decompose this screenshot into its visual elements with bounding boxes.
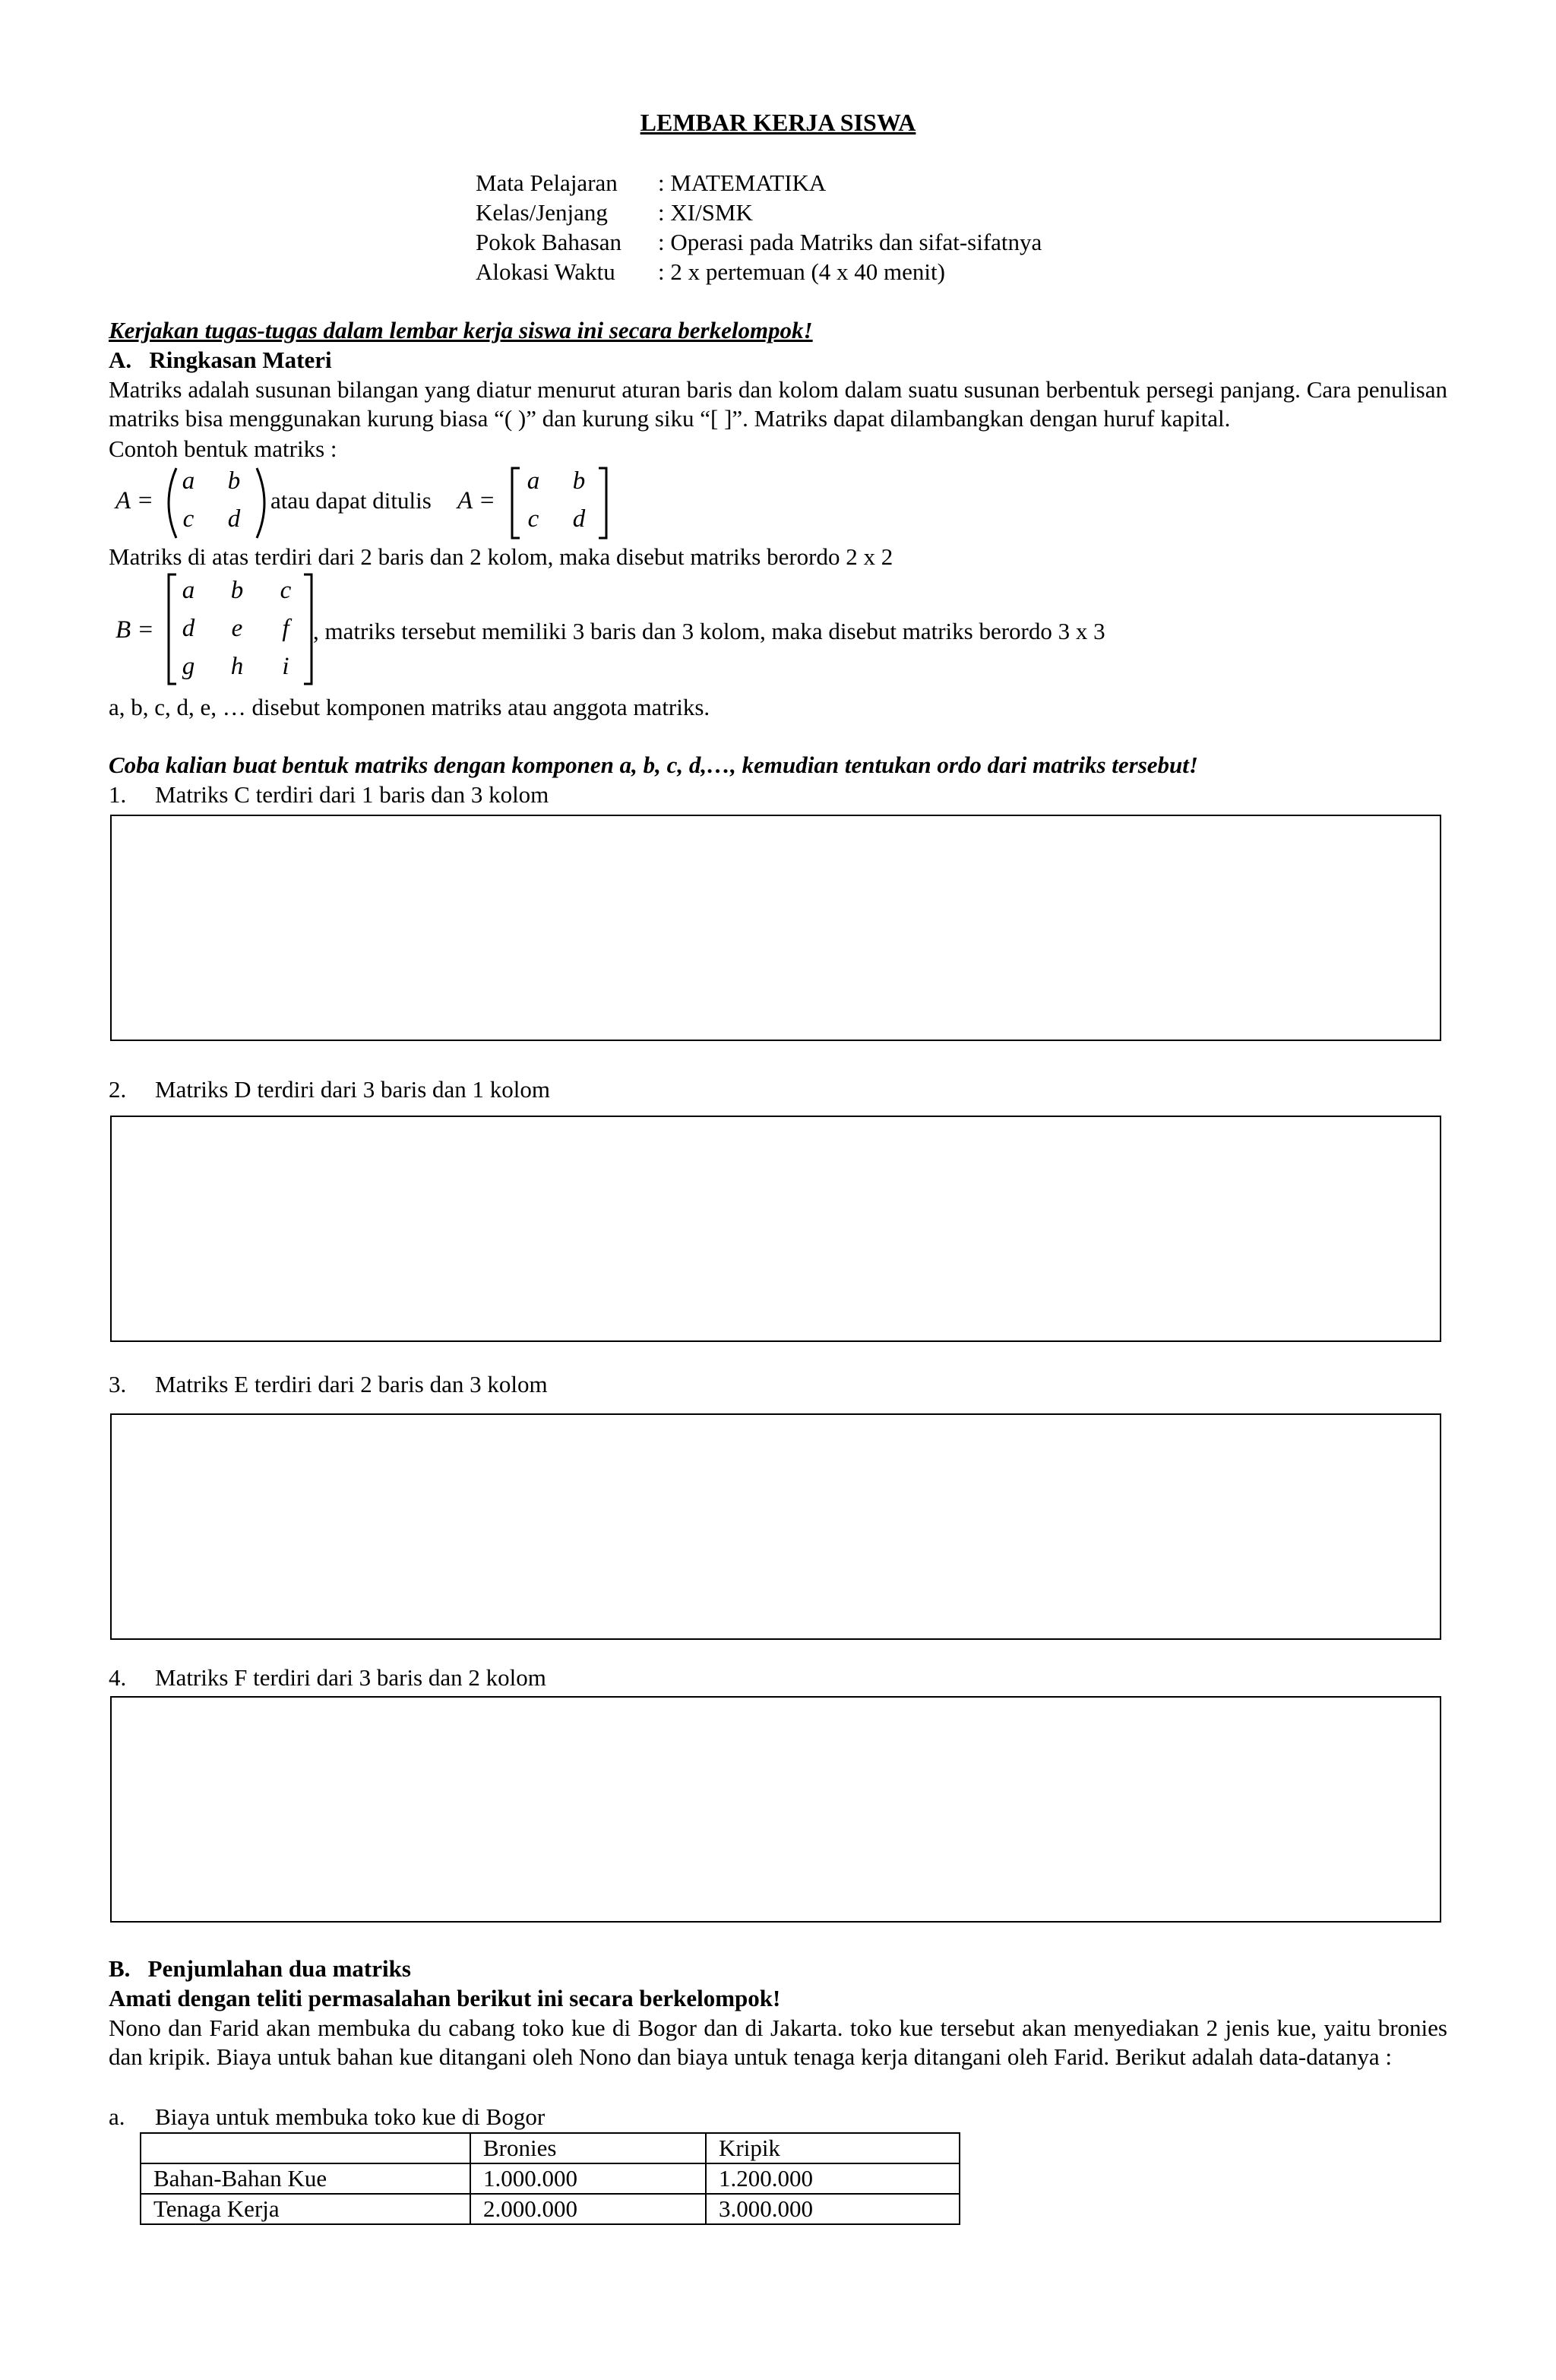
meta-key: Kelas/Jenjang	[476, 199, 608, 226]
matrix-a-cell: d	[227, 505, 241, 533]
matrix-a2-cell: a	[527, 467, 540, 495]
task-item-text: Matriks C terdiri dari 1 baris dan 3 kolom	[155, 781, 549, 808]
ordo-3x3-text: , matriks tersebut memiliki 3 baris dan 3 kolom, maka disebut matriks berordo 3 x 3	[313, 618, 1105, 644]
meta-key: Alokasi Waktu	[476, 258, 615, 285]
table-header-cell	[141, 2133, 470, 2163]
meta-value: : XI/SMK	[658, 199, 753, 226]
task-item-text: Matriks F terdiri dari 3 baris dan 2 kolom	[155, 1664, 546, 1691]
task-item-text: Matriks D terdiri dari 3 baris dan 1 kolom	[155, 1076, 551, 1103]
answer-box-e[interactable]	[110, 1413, 1441, 1640]
matrix-a-cell: c	[182, 505, 194, 533]
table-cell: 1.000.000	[470, 2163, 706, 2194]
meta-key: Pokok Bahasan	[476, 229, 622, 255]
matrix-a2-cell: b	[572, 467, 586, 495]
section-b-paragraph: Nono dan Farid akan membuka du cabang toko kue di Bogor dan di Jakarta. toko kue tersebut akan menyediakan 2 jenis kue, yaitu bronies dan kripik. Biaya untuk bahan kue ditangani oleh Nono dan biaya untuk tenaga kerja ditangani oleh Farid. Berikut adalah data-datanya :	[109, 2014, 1447, 2070]
matrix-b-cell: a	[182, 577, 195, 604]
matrix-b-cell: g	[182, 653, 195, 680]
table-header-cell: Kripik	[706, 2133, 960, 2163]
matrix-a-cell: a	[182, 467, 195, 495]
matrix-b-cell: h	[230, 653, 244, 680]
section-b-heading: B. Penjumlahan dua matriks	[109, 1955, 411, 1982]
meta-value: : Operasi pada Matriks dan sifat-sifatnya	[658, 229, 1042, 255]
table-cell: 2.000.000	[470, 2194, 706, 2224]
example-label: Contoh bentuk matriks :	[109, 435, 337, 462]
matrix-a-label: A =	[115, 487, 154, 514]
components-text: a, b, c, d, e, … disebut komponen matriks atau anggota matriks.	[109, 694, 710, 720]
meta-value: : 2 x pertemuan (4 x 40 menit)	[658, 258, 945, 285]
task-item-number: 1.	[109, 781, 127, 808]
matrix-b-cell: f	[282, 615, 289, 642]
task-item-number: 2.	[109, 1076, 127, 1103]
table-header-row	[141, 2133, 960, 2163]
group-instruction: Kerjakan tugas-tugas dalam lembar kerja siswa ini secara berkelompok!	[109, 317, 813, 343]
table-cell: Bahan-Bahan Kue	[141, 2163, 470, 2194]
matrix-b-cell: i	[282, 653, 289, 680]
section-b-subheading: Amati dengan teliti permasalahan berikut ini secara berkelompok!	[109, 1985, 781, 2011]
meta-value: : MATEMATIKA	[658, 169, 827, 196]
meta-key: Mata Pelajaran	[476, 169, 618, 196]
task-item-number: 4.	[109, 1664, 127, 1691]
item-a-text: Biaya untuk membuka toko kue di Bogor	[155, 2103, 546, 2130]
alt-notation-text: atau dapat ditulis	[270, 487, 432, 514]
matrix-b-cell: d	[182, 615, 195, 642]
answer-box-d[interactable]	[110, 1116, 1441, 1342]
matrix-b-cell: b	[230, 577, 244, 604]
answer-box-c[interactable]	[110, 815, 1441, 1041]
matrix-b-label: B =	[115, 616, 154, 644]
table-header-cell: Bronies	[470, 2133, 706, 2163]
matrix-a2-cell: c	[527, 505, 539, 533]
item-a-number: a.	[109, 2103, 125, 2130]
section-a-heading: A. Ringkasan Materi	[109, 347, 332, 373]
table-row	[141, 2194, 960, 2224]
matrix-a-cell: b	[227, 467, 241, 495]
matrix-b-cell: c	[280, 577, 292, 604]
task-item-text: Matriks E terdiri dari 2 baris dan 3 kolom	[155, 1371, 548, 1397]
matrix-a2-cell: d	[572, 505, 586, 533]
section-a-paragraph: Matriks adalah susunan bilangan yang diatur menurut aturan baris dan kolom dalam suatu susunan berbentuk persegi panjang. Cara penulisan matriks bisa menggunakan kurung biasa “( )” dan kurung siku “[ ]”. Matriks dapat dilambangkan dengan huruf kapital.	[109, 376, 1447, 432]
table-cell: Tenaga Kerja	[141, 2194, 470, 2224]
matrix-b-cell: e	[231, 615, 243, 642]
matrix-a2-label: A =	[457, 487, 496, 514]
answer-box-f[interactable]	[110, 1696, 1441, 1923]
task-item-number: 3.	[109, 1371, 127, 1397]
table-row	[141, 2163, 960, 2194]
task-prompt: Coba kalian buat bentuk matriks dengan komponen a, b, c, d,…, kemudian tentukan ordo dari matriks tersebut!	[109, 752, 1198, 778]
page-title: LEMBAR KERJA SISWA	[640, 109, 916, 136]
ordo-2x2-text: Matriks di atas terdiri dari 2 baris dan 2 kolom, maka disebut matriks berordo 2 x 2	[109, 543, 893, 570]
table-cell: 3.000.000	[706, 2194, 960, 2224]
cost-table-bogor	[140, 2132, 960, 2225]
table-cell: 1.200.000	[706, 2163, 960, 2194]
